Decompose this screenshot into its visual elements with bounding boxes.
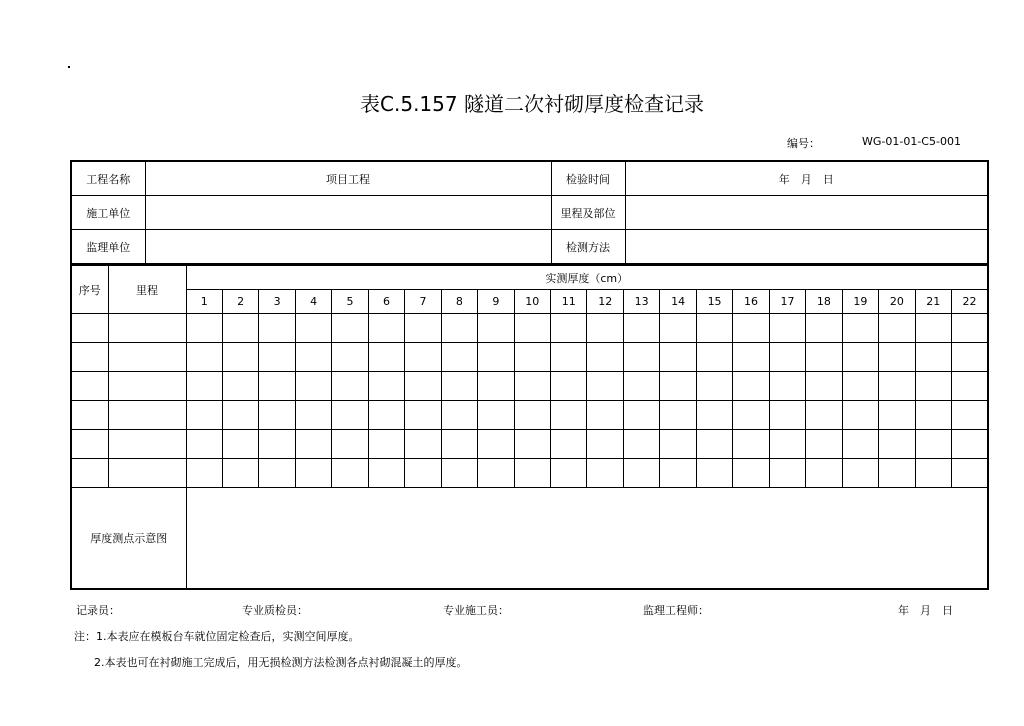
point-header: 17 bbox=[769, 290, 805, 314]
data-cell[interactable] bbox=[842, 314, 878, 343]
data-cell[interactable] bbox=[660, 343, 696, 372]
data-cell[interactable] bbox=[186, 343, 222, 372]
data-cell[interactable] bbox=[623, 372, 659, 401]
code-value: WG-01-01-C5-001 bbox=[862, 135, 961, 148]
table-row bbox=[71, 401, 988, 430]
data-cell[interactable] bbox=[842, 430, 878, 459]
footer-date: 年 月 日 bbox=[898, 604, 953, 617]
data-cell[interactable] bbox=[332, 314, 368, 343]
data-cell[interactable] bbox=[108, 401, 186, 430]
point-header: 8 bbox=[441, 290, 477, 314]
data-cell[interactable] bbox=[71, 430, 108, 459]
page-title: 表C.5.157 隧道二次衬砌厚度检查记录 bbox=[360, 92, 704, 116]
data-cell[interactable] bbox=[696, 459, 732, 488]
data-cell[interactable] bbox=[551, 372, 587, 401]
data-cell[interactable] bbox=[222, 430, 258, 459]
data-cell[interactable] bbox=[551, 459, 587, 488]
data-cell[interactable] bbox=[368, 343, 404, 372]
quality-inspector-label: 专业质检员： bbox=[242, 604, 308, 617]
data-cell[interactable] bbox=[514, 401, 550, 430]
data-cell[interactable] bbox=[108, 314, 186, 343]
data-cell[interactable] bbox=[186, 401, 222, 430]
data-cell[interactable] bbox=[514, 314, 550, 343]
data-cell[interactable] bbox=[368, 430, 404, 459]
data-cell[interactable] bbox=[952, 343, 988, 372]
data-cell[interactable] bbox=[108, 343, 186, 372]
data-cell[interactable] bbox=[806, 430, 842, 459]
point-header: 20 bbox=[879, 290, 915, 314]
table-row bbox=[71, 430, 988, 459]
data-cell[interactable] bbox=[551, 314, 587, 343]
mileage-header: 里程 bbox=[108, 265, 186, 314]
table-row bbox=[71, 459, 988, 488]
data-cell[interactable] bbox=[879, 372, 915, 401]
supervisor-label: 监理单位 bbox=[71, 230, 145, 264]
data-cell[interactable] bbox=[696, 314, 732, 343]
data-cell[interactable] bbox=[332, 343, 368, 372]
data-cell[interactable] bbox=[441, 430, 477, 459]
data-cell[interactable] bbox=[806, 314, 842, 343]
data-cell[interactable] bbox=[623, 430, 659, 459]
thickness-table bbox=[70, 264, 989, 590]
data-cell[interactable] bbox=[514, 343, 550, 372]
data-cell[interactable] bbox=[405, 430, 441, 459]
data-cell[interactable] bbox=[915, 430, 951, 459]
data-cell[interactable] bbox=[441, 343, 477, 372]
data-cell[interactable] bbox=[332, 459, 368, 488]
data-cell[interactable] bbox=[71, 343, 108, 372]
builder-label: 专业施工员： bbox=[443, 604, 509, 617]
data-cell[interactable] bbox=[733, 401, 769, 430]
data-cell[interactable] bbox=[733, 372, 769, 401]
data-cell[interactable] bbox=[441, 314, 477, 343]
data-cell[interactable] bbox=[769, 459, 805, 488]
data-cell[interactable] bbox=[514, 372, 550, 401]
constructor-value[interactable] bbox=[145, 196, 551, 230]
data-cell[interactable] bbox=[587, 372, 623, 401]
data-cell[interactable] bbox=[769, 372, 805, 401]
table-row bbox=[71, 314, 988, 343]
data-cell[interactable] bbox=[660, 372, 696, 401]
data-cell[interactable] bbox=[587, 401, 623, 430]
method-value[interactable] bbox=[625, 230, 988, 264]
point-header: 1 bbox=[186, 290, 222, 314]
project-name-value[interactable]: 项目工程 bbox=[145, 161, 551, 196]
data-cell[interactable] bbox=[368, 372, 404, 401]
data-cell[interactable] bbox=[332, 372, 368, 401]
data-cell[interactable] bbox=[915, 314, 951, 343]
data-cell[interactable] bbox=[879, 401, 915, 430]
data-cell[interactable] bbox=[478, 430, 514, 459]
data-cell[interactable] bbox=[332, 430, 368, 459]
data-cell[interactable] bbox=[108, 430, 186, 459]
data-cell[interactable] bbox=[806, 343, 842, 372]
data-cell[interactable] bbox=[405, 401, 441, 430]
data-cell[interactable] bbox=[295, 314, 331, 343]
data-cell[interactable] bbox=[259, 459, 295, 488]
data-cell[interactable] bbox=[660, 401, 696, 430]
data-cell[interactable] bbox=[71, 401, 108, 430]
data-cell[interactable] bbox=[842, 372, 878, 401]
data-cell[interactable] bbox=[186, 372, 222, 401]
point-header: 12 bbox=[587, 290, 623, 314]
data-cell[interactable] bbox=[108, 459, 186, 488]
note-1: 注：1.本表应在模板台车就位固定检查后，实测空间厚度。 bbox=[74, 630, 360, 643]
data-cell[interactable] bbox=[478, 459, 514, 488]
data-cell[interactable] bbox=[222, 401, 258, 430]
point-header: 2 bbox=[222, 290, 258, 314]
data-cell[interactable] bbox=[879, 343, 915, 372]
data-cell[interactable] bbox=[623, 459, 659, 488]
data-cell[interactable] bbox=[222, 459, 258, 488]
data-cell[interactable] bbox=[405, 459, 441, 488]
point-header: 9 bbox=[478, 290, 514, 314]
data-cell[interactable] bbox=[952, 314, 988, 343]
point-header: 4 bbox=[295, 290, 331, 314]
mileage-part-label: 里程及部位 bbox=[551, 196, 625, 230]
data-cell[interactable] bbox=[551, 401, 587, 430]
data-cell[interactable] bbox=[259, 372, 295, 401]
table-row bbox=[71, 372, 988, 401]
data-cell[interactable] bbox=[733, 459, 769, 488]
data-cell[interactable] bbox=[551, 430, 587, 459]
data-cell[interactable] bbox=[769, 430, 805, 459]
data-cell[interactable] bbox=[696, 343, 732, 372]
info-table bbox=[70, 160, 989, 264]
data-cell[interactable] bbox=[879, 314, 915, 343]
data-cell[interactable] bbox=[186, 314, 222, 343]
data-cell[interactable] bbox=[222, 372, 258, 401]
point-header: 19 bbox=[842, 290, 878, 314]
data-cell[interactable] bbox=[587, 430, 623, 459]
method-label: 检测方法 bbox=[551, 230, 625, 264]
data-cell[interactable] bbox=[441, 401, 477, 430]
dot-mark bbox=[68, 66, 70, 68]
data-cell[interactable] bbox=[71, 459, 108, 488]
data-cell[interactable] bbox=[295, 401, 331, 430]
data-cell[interactable] bbox=[405, 314, 441, 343]
data-cell[interactable] bbox=[222, 314, 258, 343]
data-cell[interactable] bbox=[952, 459, 988, 488]
data-cell[interactable] bbox=[514, 459, 550, 488]
data-cell[interactable] bbox=[368, 314, 404, 343]
data-cell[interactable] bbox=[478, 401, 514, 430]
point-header: 3 bbox=[259, 290, 295, 314]
data-cell[interactable] bbox=[696, 401, 732, 430]
data-cell[interactable] bbox=[587, 459, 623, 488]
data-cell[interactable] bbox=[551, 343, 587, 372]
data-cell[interactable] bbox=[259, 343, 295, 372]
recorder-label: 记录员： bbox=[76, 604, 120, 617]
data-cell[interactable] bbox=[587, 314, 623, 343]
data-cell[interactable] bbox=[806, 459, 842, 488]
data-cell[interactable] bbox=[879, 459, 915, 488]
data-cell[interactable] bbox=[623, 314, 659, 343]
data-cell[interactable] bbox=[259, 314, 295, 343]
mileage-part-value[interactable] bbox=[625, 196, 988, 230]
data-cell[interactable] bbox=[368, 401, 404, 430]
data-cell[interactable] bbox=[769, 314, 805, 343]
data-cell[interactable] bbox=[478, 314, 514, 343]
data-cell[interactable] bbox=[623, 343, 659, 372]
data-cell[interactable] bbox=[332, 401, 368, 430]
data-cell[interactable] bbox=[295, 372, 331, 401]
data-cell[interactable] bbox=[733, 314, 769, 343]
inspect-time-label: 检验时间 bbox=[551, 161, 625, 196]
seq-header: 序号 bbox=[71, 265, 108, 314]
data-cell[interactable] bbox=[952, 372, 988, 401]
data-cell[interactable] bbox=[623, 401, 659, 430]
point-header: 15 bbox=[696, 290, 732, 314]
data-cell[interactable] bbox=[842, 343, 878, 372]
data-cell[interactable] bbox=[915, 459, 951, 488]
data-cell[interactable] bbox=[733, 430, 769, 459]
data-cell[interactable] bbox=[806, 372, 842, 401]
constructor-label: 施工单位 bbox=[71, 196, 145, 230]
data-cell[interactable] bbox=[915, 343, 951, 372]
data-cell[interactable] bbox=[769, 401, 805, 430]
data-cell[interactable] bbox=[915, 372, 951, 401]
note-2: 2.本表也可在衬砌施工完成后，用无损检测方法检测各点衬砌混凝土的厚度。 bbox=[94, 656, 468, 669]
data-cell[interactable] bbox=[478, 372, 514, 401]
data-cell[interactable] bbox=[295, 343, 331, 372]
data-cell[interactable] bbox=[108, 372, 186, 401]
point-header: 21 bbox=[915, 290, 951, 314]
data-cell[interactable] bbox=[769, 343, 805, 372]
data-cell[interactable] bbox=[259, 401, 295, 430]
point-header: 14 bbox=[660, 290, 696, 314]
data-cell[interactable] bbox=[295, 430, 331, 459]
data-cell[interactable] bbox=[368, 459, 404, 488]
data-cell[interactable] bbox=[295, 459, 331, 488]
data-cell[interactable] bbox=[879, 430, 915, 459]
data-cell[interactable] bbox=[915, 401, 951, 430]
data-cell[interactable] bbox=[952, 401, 988, 430]
point-header: 5 bbox=[332, 290, 368, 314]
code-label: 编号： bbox=[787, 137, 820, 150]
data-cell[interactable] bbox=[186, 459, 222, 488]
data-cell[interactable] bbox=[405, 343, 441, 372]
data-cell[interactable] bbox=[514, 430, 550, 459]
measured-header: 实测厚度（cm） bbox=[186, 265, 988, 290]
data-cell[interactable] bbox=[660, 459, 696, 488]
data-cell[interactable] bbox=[222, 343, 258, 372]
data-cell[interactable] bbox=[441, 372, 477, 401]
data-cell[interactable] bbox=[71, 372, 108, 401]
supervisor-value[interactable] bbox=[145, 230, 551, 264]
point-header: 6 bbox=[368, 290, 404, 314]
data-cell[interactable] bbox=[952, 430, 988, 459]
data-cell[interactable] bbox=[259, 430, 295, 459]
data-cell[interactable] bbox=[696, 372, 732, 401]
point-header: 7 bbox=[405, 290, 441, 314]
data-cell[interactable] bbox=[842, 401, 878, 430]
project-name-label: 工程名称 bbox=[71, 161, 145, 196]
data-cell[interactable] bbox=[405, 372, 441, 401]
diagram-area[interactable] bbox=[186, 488, 988, 590]
diagram-label: 厚度测点示意图 bbox=[71, 488, 186, 590]
inspect-time-value[interactable]: 年 月 日 bbox=[625, 161, 988, 196]
point-header: 16 bbox=[733, 290, 769, 314]
data-cell[interactable] bbox=[441, 459, 477, 488]
data-cell[interactable] bbox=[587, 343, 623, 372]
data-cell[interactable] bbox=[660, 314, 696, 343]
table-row bbox=[71, 343, 988, 372]
data-cell[interactable] bbox=[806, 401, 842, 430]
data-cell[interactable] bbox=[733, 343, 769, 372]
point-header: 11 bbox=[551, 290, 587, 314]
data-cell[interactable] bbox=[478, 343, 514, 372]
data-cell[interactable] bbox=[696, 430, 732, 459]
data-cell[interactable] bbox=[186, 430, 222, 459]
point-header: 10 bbox=[514, 290, 550, 314]
point-header: 18 bbox=[806, 290, 842, 314]
engineer-label: 监理工程师： bbox=[643, 604, 709, 617]
data-cell[interactable] bbox=[660, 430, 696, 459]
point-header: 22 bbox=[952, 290, 988, 314]
data-cell[interactable] bbox=[71, 314, 108, 343]
data-cell[interactable] bbox=[842, 459, 878, 488]
point-header: 13 bbox=[623, 290, 659, 314]
